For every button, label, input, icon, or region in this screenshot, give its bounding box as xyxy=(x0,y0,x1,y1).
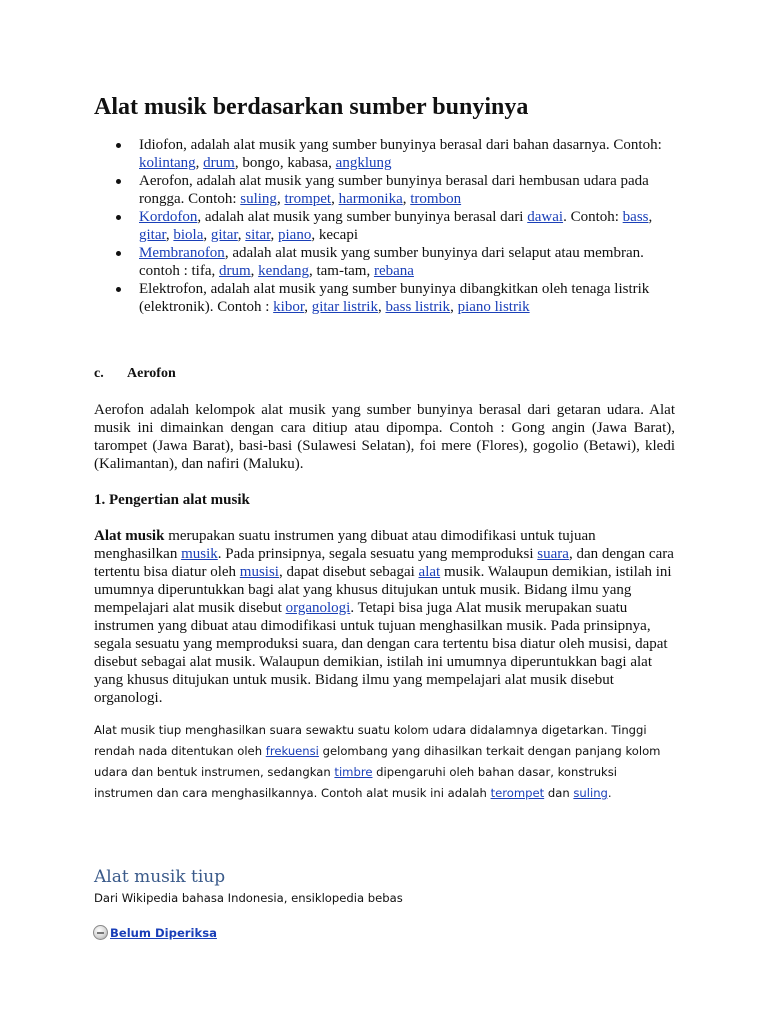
link-kolintang[interactable]: kolintang xyxy=(139,155,196,171)
link-biola[interactable]: biola xyxy=(173,227,204,243)
link-gitar-listrik[interactable]: gitar listrik xyxy=(311,299,378,315)
alat-musik-tiup-paragraph: Alat musik tiup menghasilkan suara sewaktu suatu kolom udara didalamnya digetarkan. Tinggi rendah nada ditentukan oleh frekuensi gelombang yang dihasilkan terkait dengan panjang kolom udara dan bentuk instrumen, sedangkan timbre dipengaruhi oleh bahan dasar, konstruksi instrumen dan cara menghasilkannya. Contoh alat musik ini adalah terompet dan suling. xyxy=(94,723,661,800)
link-harmonika[interactable]: harmonika xyxy=(338,191,403,207)
link-kendang[interactable]: kendang xyxy=(258,263,309,279)
list-item-elektrofon: Elektrofon, adalah alat musik yang sumber bunyinya dibangkitkan oleh tenaga listrik (elektronik). Contoh : kibor, gitar listrik, bass listrik, piano listrik xyxy=(94,280,684,316)
link-suling-2[interactable]: suling xyxy=(573,786,608,800)
link-angklung[interactable]: angklung xyxy=(335,155,392,171)
link-organologi[interactable]: organologi xyxy=(285,600,351,616)
link-gitar-2[interactable]: gitar xyxy=(210,227,238,243)
link-dawai[interactable]: dawai xyxy=(527,209,564,225)
list-item-membranofon: Membranofon, adalah alat musik yang sumber bunyinya dari selaput atau membran. contoh : tifa, drum, kendang, tam-tam, rebana xyxy=(94,244,684,280)
link-alat[interactable]: alat xyxy=(418,564,441,580)
page-title: Alat musik berdasarkan sumber bunyinya xyxy=(94,94,529,120)
belum-diperiksa-link[interactable]: Belum Diperiksa xyxy=(110,925,217,940)
link-timbre[interactable]: timbre xyxy=(334,765,373,779)
wiki-subtitle: Dari Wikipedia bahasa Indonesia, ensiklopedia bebas xyxy=(94,891,403,905)
list-item-kordofon: Kordofon, adalah alat musik yang sumber bunyinya berasal dari dawai. Contoh: bass, gitar, biola, gitar, sitar, piano, kecapi xyxy=(94,208,684,244)
instrument-types-list xyxy=(94,136,684,316)
link-membranofon[interactable]: Membranofon xyxy=(139,245,225,261)
link-musisi[interactable]: musisi xyxy=(239,564,279,580)
list-item-idiofon: Idiofon, adalah alat musik yang sumber bunyinya berasal dari bahan dasarnya. Contoh: kolintang, drum, bongo, kabasa, angklung xyxy=(94,136,684,172)
review-status-icon xyxy=(93,925,108,940)
link-bass[interactable]: bass xyxy=(622,209,649,225)
link-gitar[interactable]: gitar xyxy=(139,227,166,243)
link-rebana[interactable]: rebana xyxy=(373,263,414,279)
link-suara[interactable]: suara xyxy=(537,546,569,562)
link-kibor[interactable]: kibor xyxy=(273,299,305,315)
link-musik[interactable]: musik xyxy=(181,546,218,562)
pengertian-heading: 1. Pengertian alat musik xyxy=(94,492,250,508)
wiki-heading: Alat musik tiup xyxy=(94,867,226,887)
link-kordofon[interactable]: Kordofon xyxy=(139,209,198,225)
link-piano-listrik[interactable]: piano listrik xyxy=(457,299,530,315)
list-item-aerofon: Aerofon, adalah alat musik yang sumber bunyinya berasal dari hembusan udara pada rongga. Contoh: suling, trompet, harmonika, trombon xyxy=(94,172,684,208)
link-trombon[interactable]: trombon xyxy=(410,191,462,207)
alat-musik-paragraph: Alat musik merupakan suatu instrumen yang dibuat atau dimodifikasi untuk tujuan menghasilkan musik. Pada prinsipnya, segala sesuatu yang memproduksi suara, dan dengan cara tertentu bisa diatur oleh musisi, dapat disebut sebagai alat musik. Walaupun demikian, istilah ini umumnya diperuntukkan bagi alat yang khusus ditujukan untuk musik. Bidang ilmu yang mempelajari alat musik disebut organologi. Tetapi bisa juga Alat musik merupakan suatu instrumen yang dibuat atau dimodifikasi untuk tujuan menghasilkan musik. Pada prinsipnya, segala sesuatu yang memproduksi suara, dan dengan cara tertentu bisa diatur oleh musisi, dapat disebut sebagai alat musik. Walaupun demikian, istilah ini umumnya diperuntukkan bagi alat yang khusus ditujukan untuk musik. Bidang ilmu yang mempelajari alat musik disebut organologi. xyxy=(94,528,674,706)
aerofon-paragraph: Aerofon adalah kelompok alat musik yang sumber bunyinya berasal dari getaran udara. Alat musik ini dimainkan dengan cara ditiup atau dipompa. Contoh : Gong angin (Jawa Barat), tarompet (Jawa Barat), basi-basi (Sulawesi Selatan), foi mere (Flores), gogolio (Betawi), kledi (Kalimantan), dan nafiri (Maluku). xyxy=(94,402,675,472)
link-frekuensi[interactable]: frekuensi xyxy=(265,744,319,758)
link-drum-2[interactable]: drum xyxy=(218,263,251,279)
link-bass-listrik[interactable]: bass listrik xyxy=(385,299,451,315)
link-terompet[interactable]: terompet xyxy=(490,786,545,800)
review-badge[interactable] xyxy=(93,925,217,940)
link-sitar[interactable]: sitar xyxy=(245,227,271,243)
link-drum[interactable]: drum xyxy=(203,155,235,171)
section-heading-aerofon: c. Aerofon xyxy=(94,366,176,381)
link-trompet[interactable]: trompet xyxy=(284,191,332,207)
link-suling[interactable]: suling xyxy=(240,191,277,207)
link-piano[interactable]: piano xyxy=(278,227,312,243)
